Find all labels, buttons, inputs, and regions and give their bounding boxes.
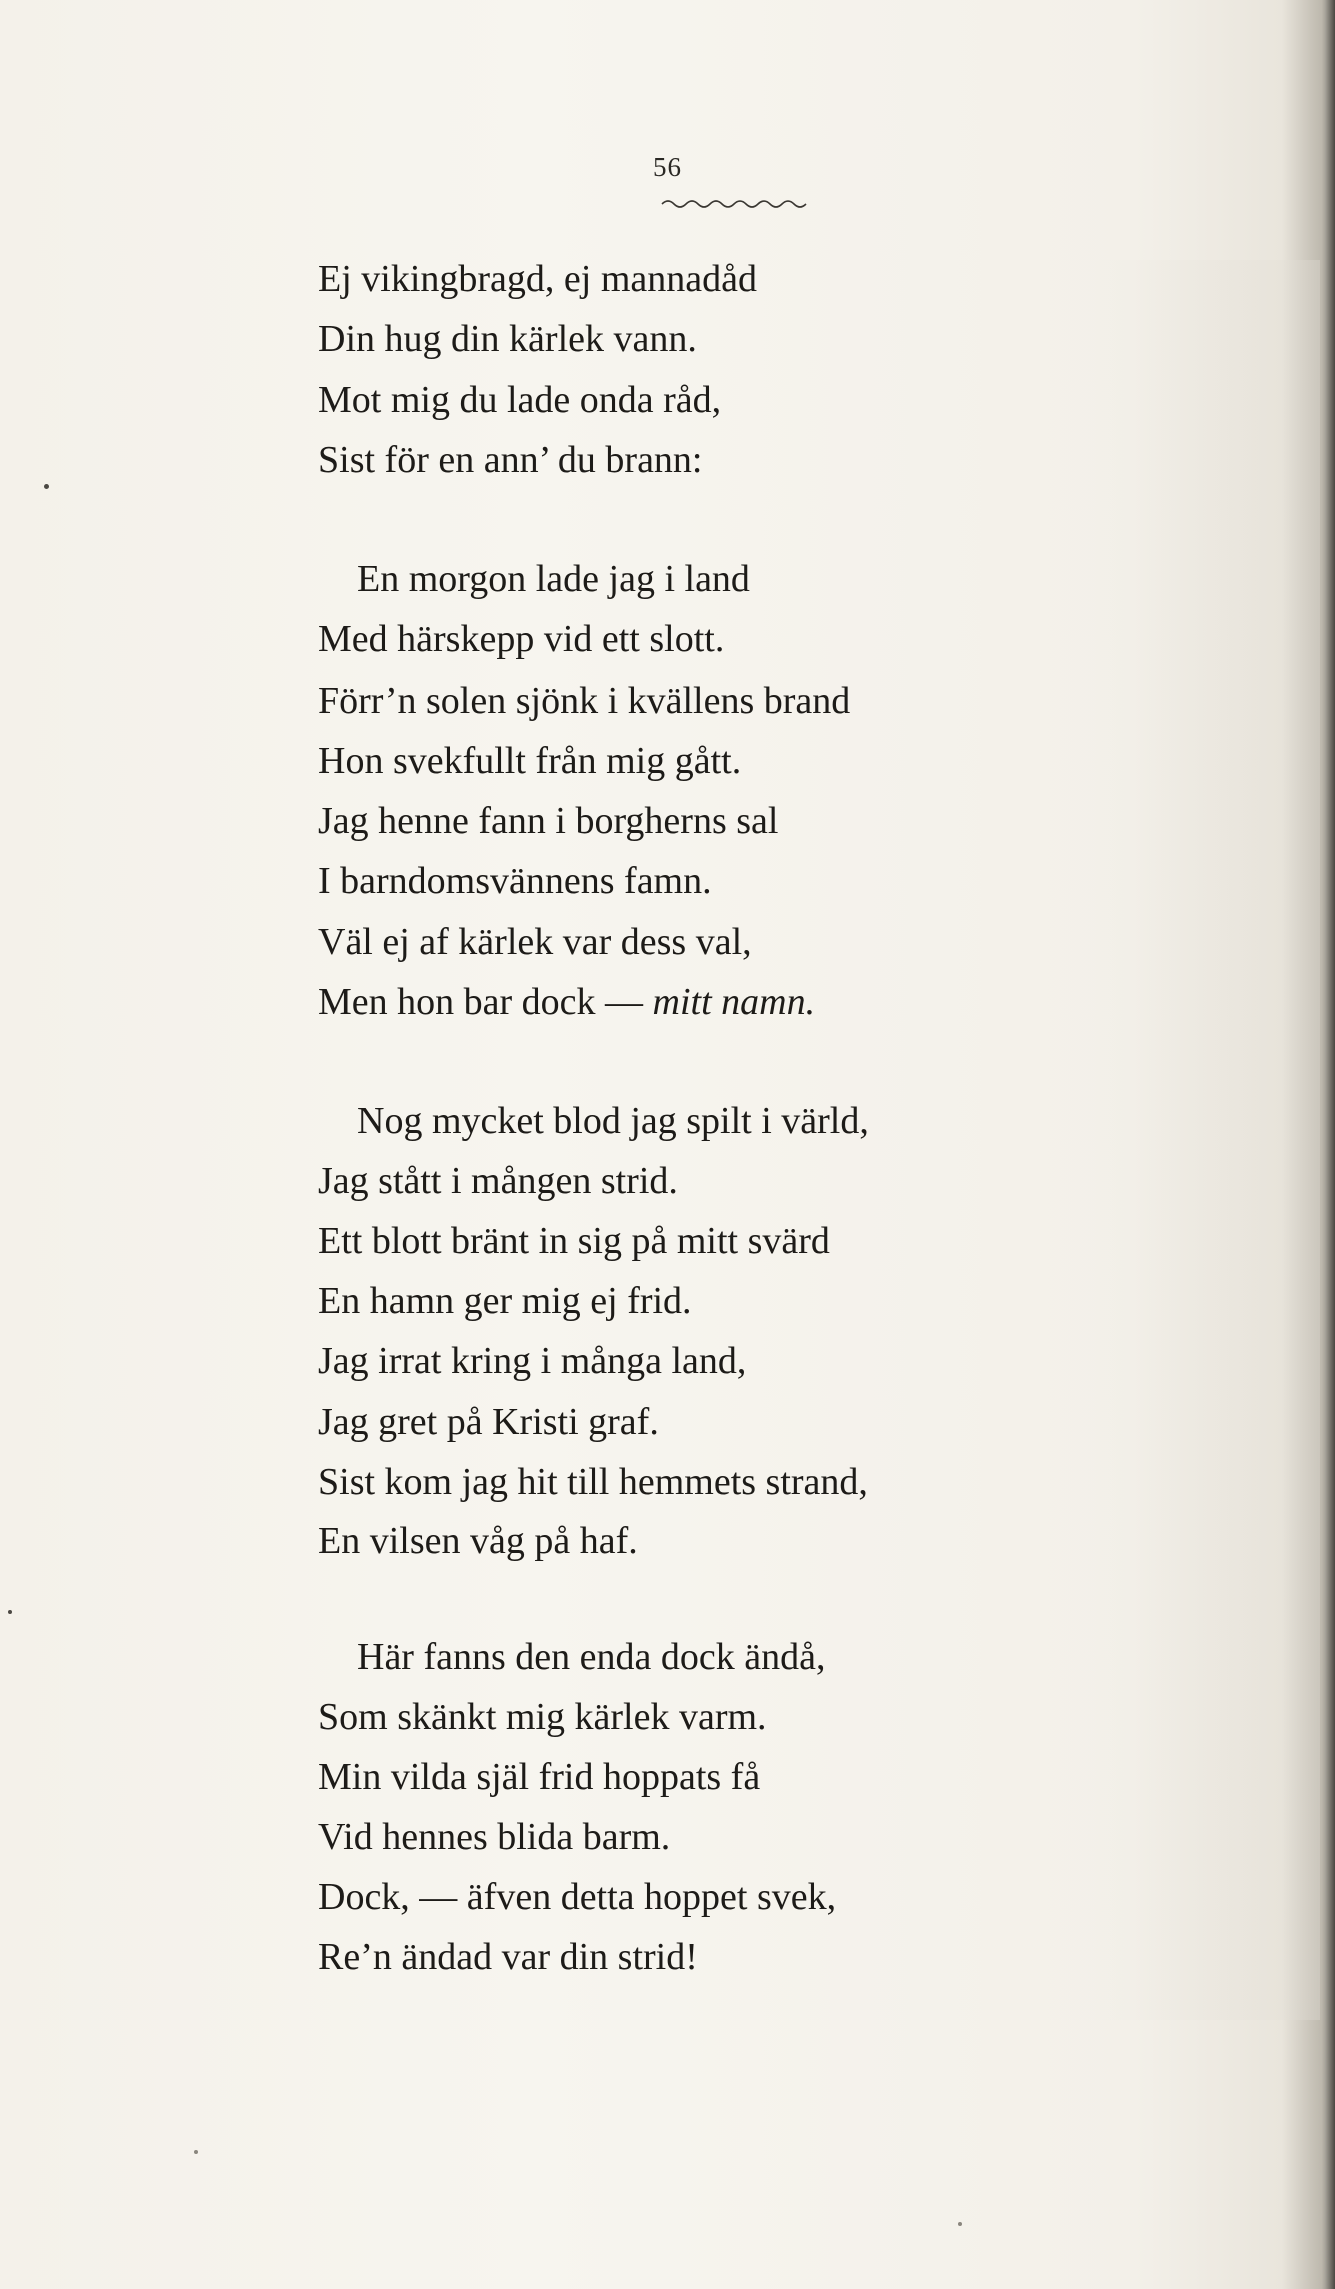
poem-line: Jag irrat kring i många land, — [318, 1340, 747, 1382]
poem-line: Nog mycket blod jag spilt i värld, — [357, 1100, 869, 1142]
poem-line: Din hug din kärlek vann. — [318, 318, 697, 360]
poem-line: Som skänkt mig kärlek varm. — [318, 1696, 767, 1738]
poem-line-text: Men hon bar dock — — [318, 981, 653, 1023]
poem-line: Min vilda själ frid hoppats få — [318, 1756, 761, 1798]
poem-line: Jag henne fann i borgherns sal — [318, 800, 779, 842]
paper-speck — [8, 1610, 12, 1614]
poem-line: En morgon lade jag i land — [357, 558, 750, 600]
poem-line: Re’n ändad var din strid! — [318, 1936, 698, 1978]
poem-line: Ej vikingbragd, ej mannadåd — [318, 258, 757, 300]
show-through-shadow — [1090, 260, 1320, 2020]
wavy-rule-ornament-icon — [660, 196, 810, 210]
poem-line: Dock, — äfven detta hoppet svek, — [318, 1876, 837, 1918]
poem-line: Jag stått i mången strid. — [318, 1160, 678, 1202]
emphasized-name: mitt namn. — [652, 981, 816, 1023]
poem-line: Här fanns den enda dock ändå, — [357, 1636, 826, 1678]
poem-line: Med härskepp vid ett slott. — [318, 618, 725, 660]
page-edge-shadow — [1325, 0, 1335, 2289]
poem-line: Hon svekfullt från mig gått. — [318, 740, 742, 782]
paper-speck — [44, 484, 49, 489]
paper-speck — [958, 2222, 962, 2226]
poem-line: Mot mig du lade onda råd, — [318, 379, 722, 421]
poem-line: Sist för en ann’ du brann: — [318, 439, 703, 481]
poem-line — [318, 983, 815, 1021]
paper-speck — [194, 2150, 198, 2154]
poem-line: I barndomsvännens famn. — [318, 860, 712, 902]
poem-line: En vilsen våg på haf. — [318, 1520, 638, 1562]
poem-line: Jag gret på Kristi graf. — [318, 1401, 659, 1443]
poem-line: Ett blott bränt in sig på mitt svärd — [318, 1220, 830, 1262]
poem-line: Sist kom jag hit till hemmets strand, — [318, 1461, 868, 1503]
page-number: 56 — [653, 152, 682, 182]
poem-line: Förr’n solen sjönk i kvällens brand — [318, 680, 851, 722]
poem-line: Väl ej af kärlek var dess val, — [318, 921, 752, 963]
poem-line: En hamn ger mig ej frid. — [318, 1280, 692, 1322]
poem-line: Vid hennes blida barm. — [318, 1816, 671, 1858]
